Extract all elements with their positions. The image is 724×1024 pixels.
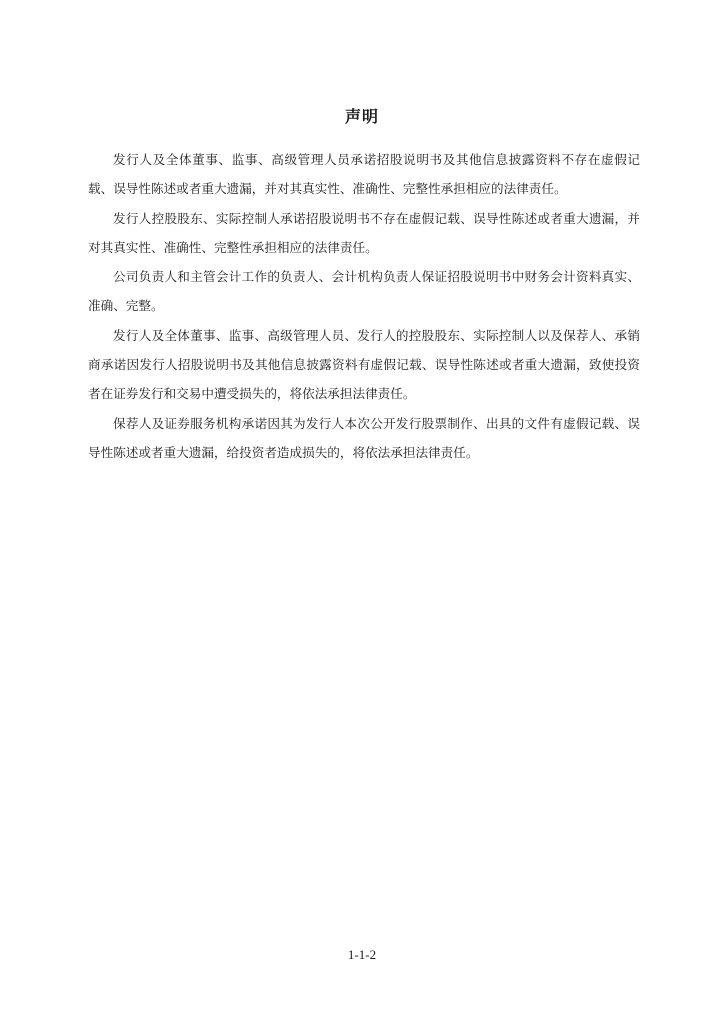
paragraph-accounting-responsibility: 公司负责人和主管会计工作的负责人、会计机构负责人保证招股说明书中财务会计资料真实、准确、完整。 — [88, 269, 640, 314]
declaration-body — [88, 145, 640, 467]
paragraph-controlling-shareholder: 发行人控股股东、实际控制人承诺招股说明书不存在虚假记载、误导性陈述或者重大遗漏，并对其真实性、准确性、完整性承担相应的法律责任。 — [88, 210, 640, 255]
paragraph-issuer-directors: 发行人及全体董事、监事、高级管理人员承诺招股说明书及其他信息披露资料不存在虚假记载、误导性陈述或者重大遗漏，并对其真实性、准确性、完整性承担相应的法律责任。 — [88, 152, 640, 197]
page-title: 声明 — [344, 107, 379, 126]
paragraph-liability-investors: 发行人及全体董事、监事、高级管理人员、发行人的控股股东、实际控制人以及保荐人、承销商承诺因发行人招股说明书及其他信息披露资料有虚假记载、误导性陈述或者重大遗漏，致使投资者在证券发行和交易中遭受损失的，将依法承担法律责任。 — [88, 327, 640, 402]
paragraph-sponsor-service-agencies: 保荐人及证券服务机构承诺因其为发行人本次公开发行股票制作、出具的文件有虚假记载、误导性陈述或者重大遗漏，给投资者造成损失的，将依法承担法律责任。 — [88, 415, 640, 460]
page-number: 1-1-2 — [347, 947, 377, 962]
